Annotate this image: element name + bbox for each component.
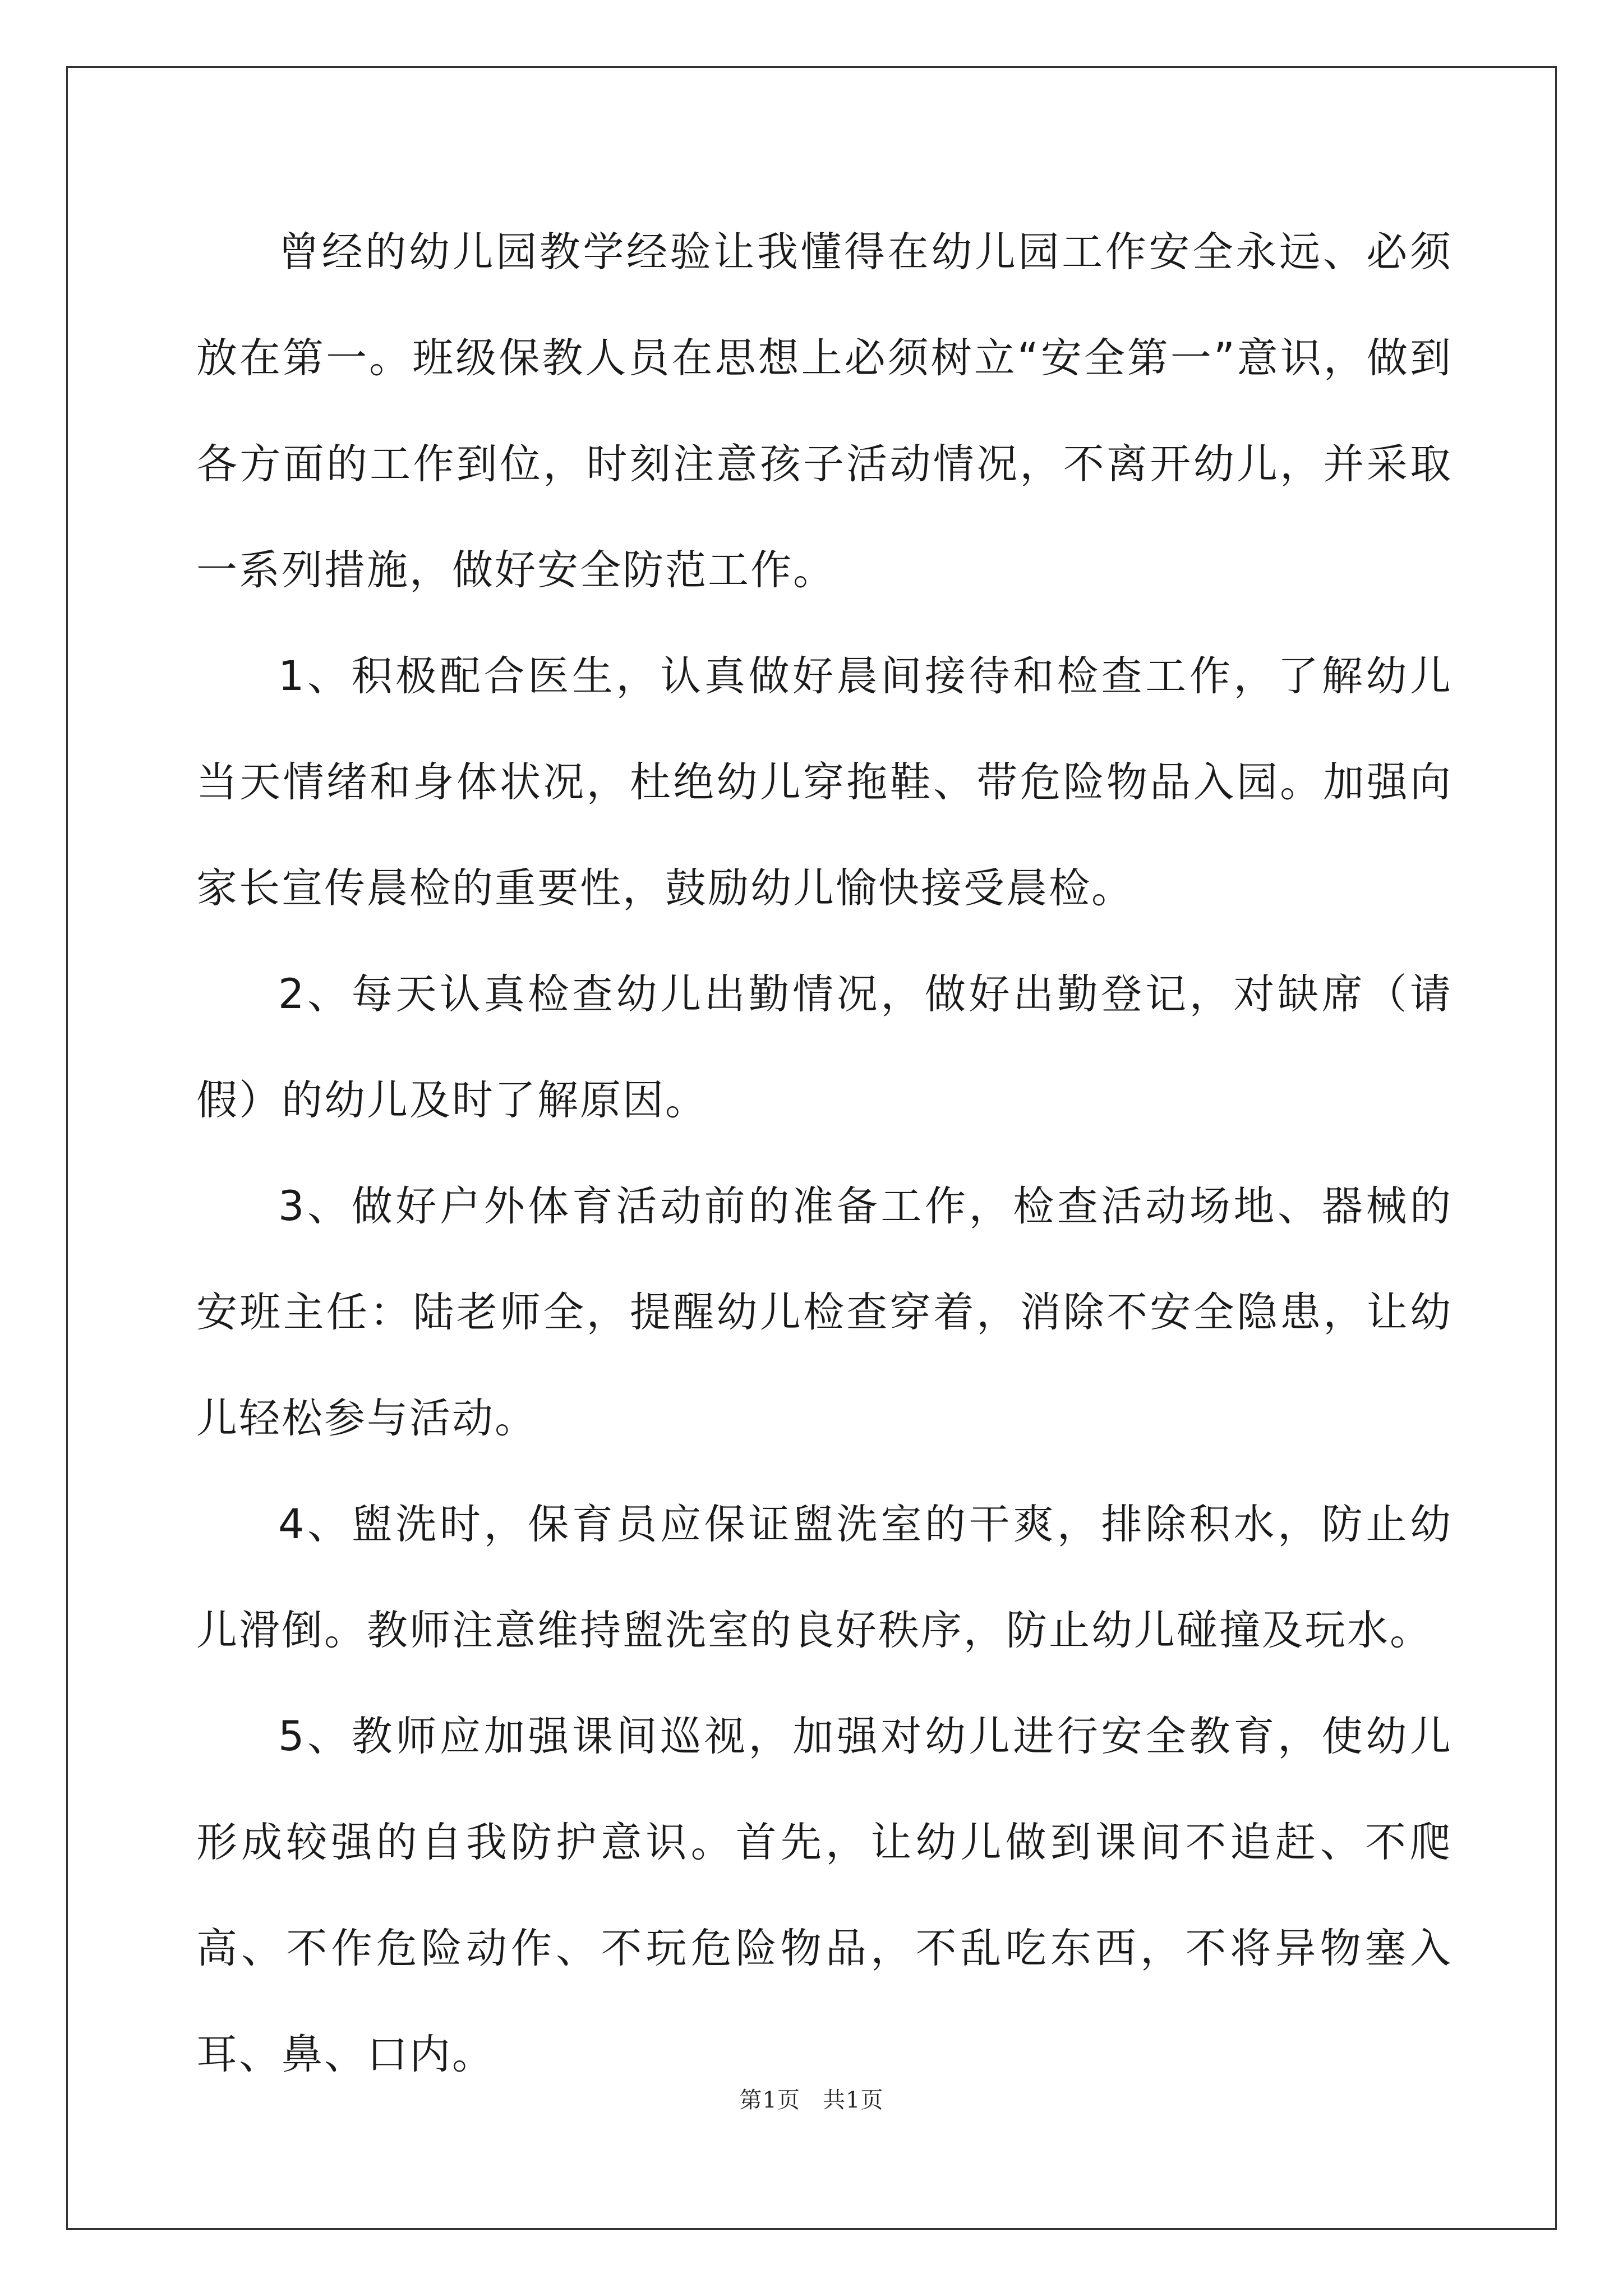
paragraph-item-1: 1、积极配合医生，认真做好晨间接待和检查工作，了解幼儿当天情绪和身体状况，杜绝幼儿穿拖鞋、带危险物品入园。加强向家长宣传晨检的重要性，鼓励幼儿愉快接受晨检。 <box>196 652 1453 912</box>
paragraph-item-3: 3、做好户外体育活动前的准备工作，检查活动场地、器械的安班主任：陆老师全，提醒幼儿检查穿着，消除不安全隐患，让幼儿轻松参与活动。 <box>196 1182 1453 1442</box>
document-body <box>196 199 1453 2108</box>
paragraph-intro: 曾经的幼儿园教学经验让我懂得在幼儿园工作安全永远、必须放在第一。班级保教人员在思想上必须树立“安全第一”意识，做到各方面的工作到位，时刻注意孩子活动情况，不离开幼儿，并采取一系列措施，做好安全防范工作。 <box>196 228 1453 594</box>
page-number: 第1页 <box>739 2087 800 2113</box>
paragraph-item-2: 2、每天认真检查幼儿出勤情况，做好出勤登记，对缺席（请假）的幼儿及时了解原因。 <box>196 970 1453 1124</box>
page-total: 共1页 <box>823 2087 884 2113</box>
paragraph-item-5: 5、教师应加强课间巡视，加强对幼儿进行安全教育，使幼儿形成较强的自我防护意识。首先，让幼儿做到课间不追赶、不爬高、不作危险动作、不玩危险物品，不乱吃东西，不将异物塞入耳、鼻、口内。 <box>196 1713 1453 2078</box>
page-footer <box>0 2082 1623 2114</box>
paragraph-item-4: 4、盥洗时，保育员应保证盥洗室的干爽，排除积水，防止幼儿滑倒。教师注意维持盥洗室的良好秩序，防止幼儿碰撞及玩水。 <box>196 1501 1453 1654</box>
